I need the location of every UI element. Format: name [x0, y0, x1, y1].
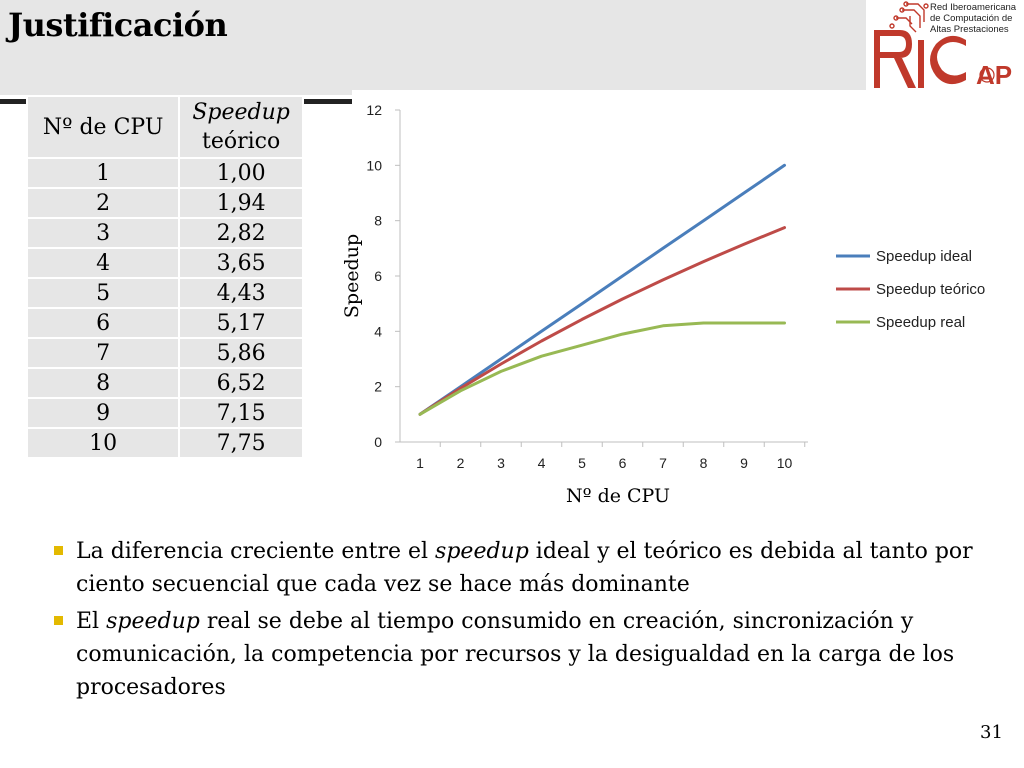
- bullet-text-italic: speedup: [106, 609, 200, 634]
- table-header-row: [27, 96, 303, 158]
- bullet-square-icon: [54, 616, 63, 625]
- bullet-list: [52, 535, 992, 708]
- legend-label: Speedup teórico: [876, 281, 986, 298]
- cpu-cell: 9: [27, 398, 179, 428]
- table-row: [27, 158, 303, 188]
- x-tick-label: 8: [699, 455, 708, 471]
- cpu-cell: 3: [27, 218, 179, 248]
- table-row: [27, 278, 303, 308]
- table-row: [27, 368, 303, 398]
- y-tick-label: 4: [374, 323, 382, 340]
- table-row: [27, 308, 303, 338]
- x-axis-title: Nº de CPU: [565, 485, 671, 507]
- cpu-cell: 7: [27, 338, 179, 368]
- logo-ap-letters: AP: [976, 60, 1013, 90]
- bullet-text-start: La diferencia creciente entre el: [76, 539, 436, 564]
- logo-caption: [930, 2, 1024, 35]
- y-tick-label: 2: [374, 378, 382, 395]
- speedup-line-chart: [341, 90, 1020, 508]
- cpu-cell: 1: [27, 158, 179, 188]
- x-tick-label: 10: [776, 455, 793, 471]
- bullet-text-start: El: [76, 609, 107, 634]
- bullet-text-italic: speedup: [435, 539, 529, 564]
- bullet-text-end: ideal y el teórico es debida al tanto por ciento secuencial que cada vez se hace más dominante: [76, 539, 973, 597]
- header-cpu: Nº de CPU: [27, 96, 179, 158]
- y-tick-label: 8: [374, 212, 382, 229]
- table-row: [27, 398, 303, 428]
- speedup-cell: 2,82: [179, 218, 303, 248]
- speedup-cell: 7,75: [179, 428, 303, 458]
- header-speedup-italic: Speedup: [192, 100, 290, 125]
- table-row: [27, 338, 303, 368]
- speedup-cell: 5,86: [179, 338, 303, 368]
- legend-label: Speedup ideal: [876, 248, 972, 265]
- y-tick-label: 6: [374, 268, 382, 284]
- header-speedup-rest: teórico: [202, 129, 281, 154]
- cpu-cell: 2: [27, 188, 179, 218]
- bullet-text-end: real se debe al tiempo consumido en creación, sincronización y comunicación, la competencia por recursos y la desigualdad en la carga de los procesadores: [76, 609, 955, 700]
- speedup-cell: 5,17: [179, 308, 303, 338]
- bullet-square-icon: [54, 546, 63, 555]
- x-tick-label: 2: [456, 455, 465, 471]
- y-tick-label: 10: [366, 157, 382, 174]
- cpu-cell: 6: [27, 308, 179, 338]
- legend-label: Speedup real: [876, 314, 966, 331]
- x-tick-label: 6: [618, 455, 627, 471]
- title-bar: [0, 0, 868, 95]
- table-row: [27, 248, 303, 278]
- cpu-cell: 10: [27, 428, 179, 458]
- y-tick-label: 0: [374, 434, 382, 450]
- header-speedup: [179, 96, 303, 158]
- x-tick-label: 7: [659, 455, 667, 471]
- speedup-table: [26, 95, 304, 459]
- x-tick-label: 9: [740, 455, 748, 471]
- speedup-cell: 3,65: [179, 248, 303, 278]
- bullet-item: [52, 605, 992, 704]
- speedup-cell: 1,94: [179, 188, 303, 218]
- speedup-cell: 1,00: [179, 158, 303, 188]
- slide-title: Justificación: [8, 6, 228, 44]
- y-tick-label: 12: [366, 102, 382, 118]
- x-tick-label: 4: [537, 455, 546, 471]
- table-row: [27, 428, 303, 458]
- x-tick-label: 5: [578, 455, 586, 471]
- chart-background: [352, 90, 1020, 508]
- cpu-cell: 5: [27, 278, 179, 308]
- table-row: [27, 188, 303, 218]
- logo-line: Altas Prestaciones: [930, 24, 1009, 35]
- page-number: 31: [980, 722, 1003, 743]
- x-tick-label: 1: [416, 455, 424, 471]
- logo-line: de Computación de: [930, 13, 1013, 24]
- table-row: [27, 218, 303, 248]
- x-tick-label: 3: [497, 455, 505, 471]
- y-axis-title: Speedup: [341, 233, 363, 319]
- logo-line: Red Iberoamericana: [930, 2, 1017, 13]
- speedup-cell: 6,52: [179, 368, 303, 398]
- cpu-cell: 8: [27, 368, 179, 398]
- speedup-cell: 4,43: [179, 278, 303, 308]
- cpu-cell: 4: [27, 248, 179, 278]
- speedup-cell: 7,15: [179, 398, 303, 428]
- bullet-item: [52, 535, 992, 601]
